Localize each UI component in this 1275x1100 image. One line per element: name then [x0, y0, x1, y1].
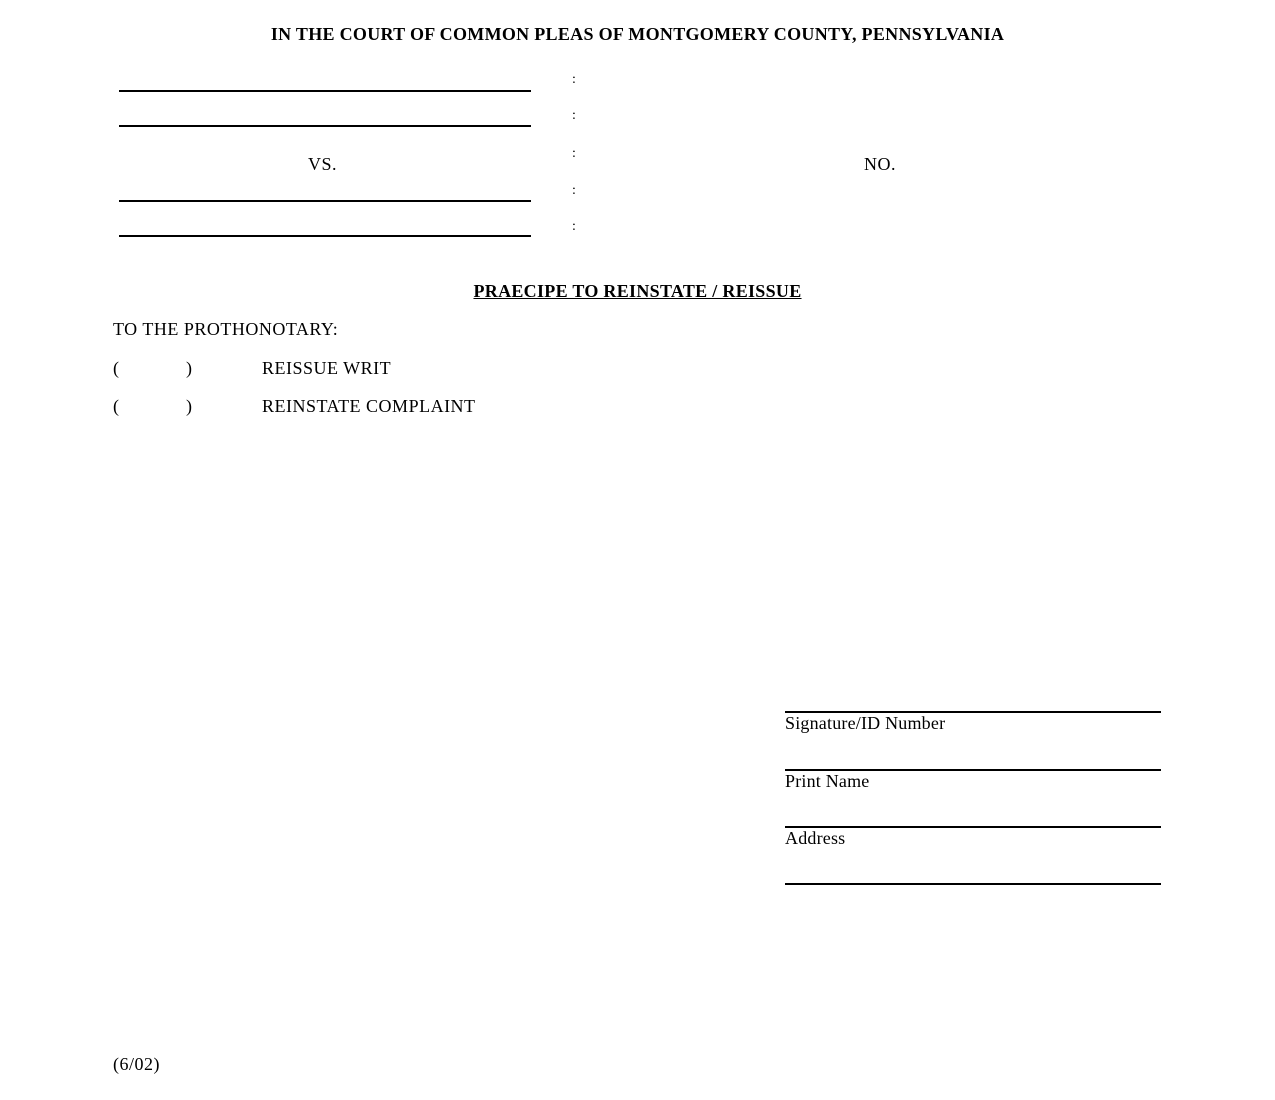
signature-label: Signature/ID Number [785, 713, 946, 733]
print-name-label: Print Name [785, 771, 870, 791]
checkbox-open-paren: ( [113, 358, 120, 378]
option-label: REISSUE WRIT [262, 358, 392, 378]
caption-colon: : [572, 108, 576, 123]
checkbox-close-paren: ) [186, 358, 193, 378]
court-heading: IN THE COURT OF COMMON PLEAS OF MONTGOMERY COUNTY, PENNSYLVANIA [270, 24, 1005, 44]
caption-colon: : [572, 219, 576, 234]
vs-label: VS. [308, 154, 338, 174]
caption-colon: : [572, 183, 576, 198]
defendant-line-1[interactable] [119, 200, 531, 202]
revision-date: (6/02) [113, 1054, 160, 1074]
caption-colon: : [572, 72, 576, 87]
case-number-label: NO. [864, 154, 896, 174]
address-label: Address [785, 828, 846, 848]
addressee: TO THE PROTHONOTARY: [113, 319, 339, 339]
address-line-2[interactable] [785, 883, 1161, 885]
defendant-line-2[interactable] [119, 235, 531, 237]
plaintiff-line-1[interactable] [119, 90, 531, 92]
caption-colon: : [572, 146, 576, 161]
form-title: PRAECIPE TO REINSTATE / REISSUE [473, 281, 802, 301]
checkbox-close-paren: ) [186, 396, 193, 416]
option-label: REINSTATE COMPLAINT [262, 396, 476, 416]
checkbox-open-paren: ( [113, 396, 120, 416]
plaintiff-line-2[interactable] [119, 125, 531, 127]
